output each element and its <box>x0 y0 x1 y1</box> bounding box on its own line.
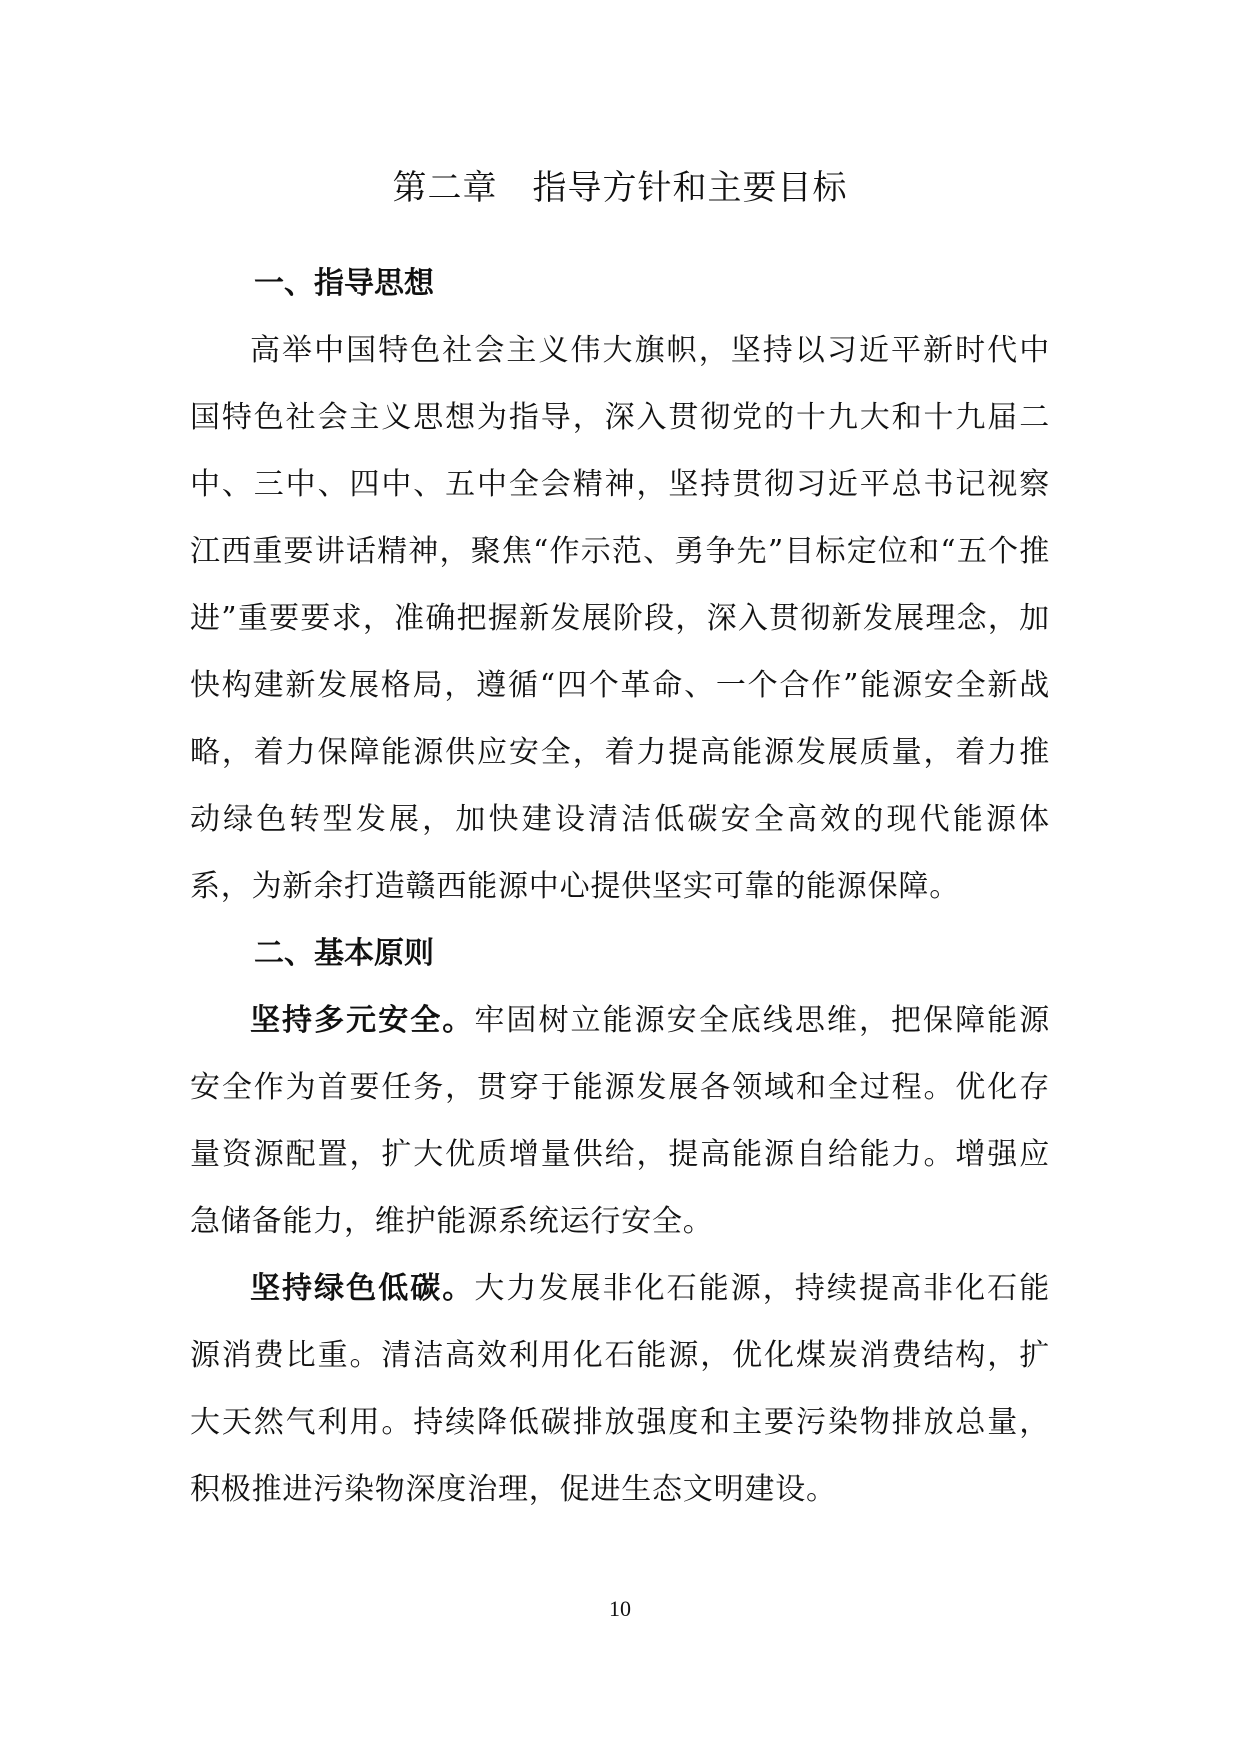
section-heading-guiding-ideology: 一、指导思想 <box>254 266 434 301</box>
paragraph-text: 大力发展非化石能源，持续提高非化石能源消费比重。清洁高效利用化石能源，优化煤炭消费结构，扩大天然气利用。持续降低碳排放强度和主要污染物排放总量，积极推进污染物深度治理，促进生态文明建设。 <box>190 1271 1050 1507</box>
section-heading-basic-principles: 二、基本原则 <box>254 936 434 971</box>
paragraph-lead: 坚持绿色低碳。 <box>250 1271 475 1306</box>
paragraph-green-low-carbon <box>190 1255 1050 1523</box>
paragraph-lead: 坚持多元安全。 <box>250 1003 475 1038</box>
page-number: 10 <box>609 1596 631 1621</box>
paragraph-text: 高举中国特色社会主义伟大旗帜，坚持以习近平新时代中国特色社会主义思想为指导，深入贯彻党的十九大和十九届二中、三中、四中、五中全会精神，坚持贯彻习近平总书记视察江西重要讲话精神，聚焦“作示范、勇争先”目标定位和“五个推进”重要要求，准确把握新发展阶段，深入贯彻新发展理念，加快构建新发展格局，遵循“四个革命、一个合作”能源安全新战略，着力保障能源供应安全，着力提高能源发展质量，着力推动绿色转型发展，加快建设清洁低碳安全高效的现代能源体系，为新余打造赣西能源中心提供坚实可靠的能源保障。 <box>190 333 1050 904</box>
paragraph-text: 牢固树立能源安全底线思维，把保障能源安全作为首要任务，贯穿于能源发展各领域和全过程。优化存量资源配置，扩大优质增量供给，提高能源自给能力。增强应急储备能力，维护能源系统运行安全。 <box>190 1003 1050 1239</box>
paragraph-diversified-security <box>190 987 1050 1255</box>
document-body <box>190 250 1050 1523</box>
chapter-title: 第二章 指导方针和主要目标 <box>392 168 848 208</box>
paragraph-guiding-ideology <box>190 317 1050 920</box>
